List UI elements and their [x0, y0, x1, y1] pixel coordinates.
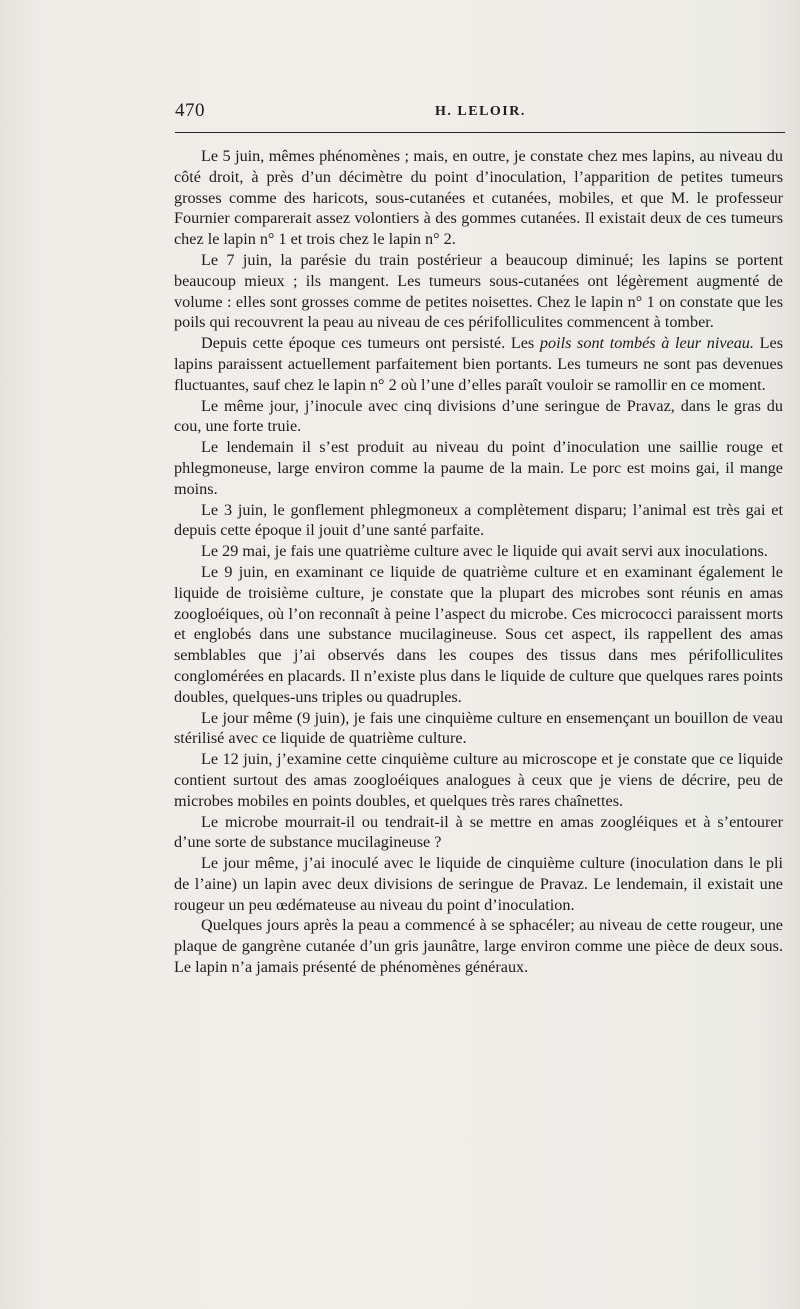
paragraph: Le 5 juin, mêmes phénomènes ; mais, en outre, je constate chez mes lapins, au niveau du côté droit, à près d’un décimètre du point d’inoculation, l’apparition de petites tumeurs grosses comme des haricots, sous-cutanées et cutanées, mobiles, et que M. le professeur Fournier comparerait assez volontiers à des gommes cutanées. Il existait deux de ces tumeurs chez le lapin n° 1 et trois chez le lapin n° 2.	[174, 147, 783, 249]
running-head: H. LELOIR.	[435, 104, 526, 119]
paragraph: Le microbe mourrait-il ou tendrait-il à se mettre en amas zoogléiques et à s’entourer d’une sorte de substance mucilagineuse ?	[174, 812, 783, 852]
paragraph: Le lendemain il s’est produit au niveau du point d’inoculation une saillie rouge et phlegmoneuse, large environ comme la paume de la main. Le porc est moins gai, il mange moins.	[174, 438, 783, 498]
paragraph: Le 3 juin, le gonflement phlegmoneux a complètement disparu; l’animal est très gai et depuis cette époque il jouit d’une santé parfaite.	[174, 500, 783, 540]
italic-phrase: poils sont tombés à leur niveau.	[539, 334, 754, 353]
paragraph-text: Depuis cette époque ces tumeurs ont persisté. Les	[201, 334, 540, 353]
paragraph: Quelques jours après la peau a commencé à se sphacéler; au niveau de cette rougeur, une plaque de gangrène cutanée d’un gris jaunâtre, large environ comme une pièce de deux sous. Le lapin n’a jamais présenté de phénomènes généraux.	[174, 916, 783, 977]
body-text	[174, 146, 783, 978]
paragraph	[174, 333, 783, 395]
paragraph: Le même jour, j’inocule avec cinq divisions d’une seringue de Pravaz, dans le gras du cou, une forte truie.	[174, 396, 783, 436]
paragraph: Le jour même, j’ai inoculé avec le liquide de cinquième culture (inoculation dans le pli de l’aine) un lapin avec deux divisions de seringue de Pravaz. Le lendemain, il existait une rougeur un peu œdémateuse au niveau du point d’inoculation.	[174, 854, 783, 914]
page-number: 470	[175, 100, 205, 121]
paragraph: Le 29 mai, je fais une quatrième culture avec le liquide qui avait servi aux inoculations.	[201, 542, 768, 561]
paragraph-text: Les lapins paraissent actuellement parfaitement bien portants. Les tumeurs ne sont pas devenues fluctuantes, sauf chez le lapin n° 2 où l’une d’elles paraît vouloir se ramollir en ce moment.	[174, 334, 783, 394]
header-rule	[175, 132, 785, 133]
paragraph: Le 7 juin, la parésie du train postérieur a beaucoup diminué; les lapins se portent beaucoup mieux ; ils mangent. Les tumeurs sous-cutanées ont légèrement augmenté de volume : elles sont grosses comme de petites noisettes. Chez le lapin n° 1 on constate que les poils qui recouvrent la peau au niveau de ces périfolliculites commencent à tomber.	[174, 250, 783, 332]
page-header	[175, 100, 785, 124]
paragraph: Le 9 juin, en examinant ce liquide de quatrième culture et en examinant également le liquide de troisième culture, je constate que la plupart des microbes sont réunis en amas zoogloéiques, où l’on reconnaît à peine l’aspect du microbe. Ces micrococci paraissent morts et englobés dans une substance mucilagineuse. Sous cet aspect, ils rappellent des amas semblables que j’ai observés dans les coupes des tissus dans mes périfolliculites conglomérées en placards. Il n’existe plus dans le liquide de culture que quelques rares points doubles, quelques-uns triples ou quadruples.	[174, 562, 783, 706]
paragraph: Le jour même (9 juin), je fais une cinquième culture en ensemençant un bouillon de veau stérilisé avec ce liquide de quatrième culture.	[174, 708, 783, 748]
paragraph: Le 12 juin, j’examine cette cinquième culture au microscope et je constate que ce liquide contient surtout des amas zoogloéiques analogues à ceux que je viens de décrire, peu de microbes mobiles en points doubles, et quelques très rares chaînettes.	[174, 750, 783, 810]
